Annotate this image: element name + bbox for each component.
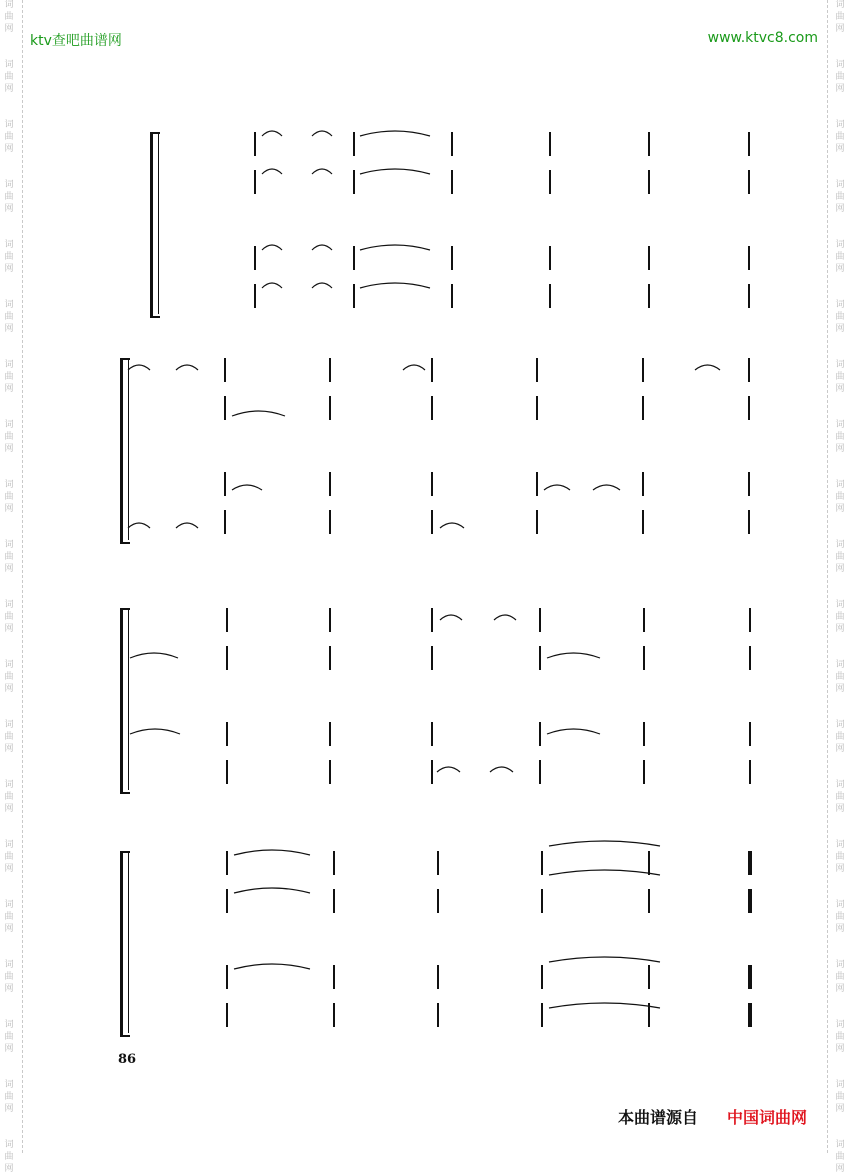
watermark-glyph: 词 xyxy=(4,300,14,310)
watermark-glyph: 词 xyxy=(835,120,845,130)
watermark-glyph: 曲 xyxy=(4,492,14,502)
watermark-glyph: 网 xyxy=(4,144,14,154)
watermark-glyph: 网 xyxy=(4,504,14,514)
watermark-glyph: 词 xyxy=(835,780,845,790)
watermark-glyph: 曲 xyxy=(4,372,14,382)
watermark-glyph: 网 xyxy=(835,1164,845,1174)
watermark-glyph: 词 xyxy=(4,1080,14,1090)
slur xyxy=(549,957,660,962)
slur xyxy=(234,964,310,969)
watermark-glyph: 曲 xyxy=(835,12,845,22)
watermark-glyph: 曲 xyxy=(4,852,14,862)
watermark-glyph: 网 xyxy=(835,924,845,934)
watermark-glyph: 词 xyxy=(4,60,14,70)
watermark-glyph: 词 xyxy=(835,1020,845,1030)
slur xyxy=(176,365,198,370)
watermark-glyph: 词 xyxy=(835,300,845,310)
slur xyxy=(437,767,460,772)
watermark-glyph: 词 xyxy=(835,960,845,970)
watermark-glyph: 网 xyxy=(4,684,14,694)
watermark-glyph: 曲 xyxy=(835,132,845,142)
watermark-glyph: 曲 xyxy=(835,672,845,682)
watermark-glyph: 曲 xyxy=(4,312,14,322)
watermark-glyph: 词 xyxy=(4,960,14,970)
watermark-glyph: 曲 xyxy=(4,1032,14,1042)
slur xyxy=(360,283,430,288)
slur xyxy=(176,523,198,528)
slur xyxy=(494,615,516,620)
watermark-glyph: 网 xyxy=(4,804,14,814)
watermark-glyph: 曲 xyxy=(835,1152,845,1162)
watermark-glyph: 网 xyxy=(4,744,14,754)
watermark-glyph: 词 xyxy=(4,840,14,850)
watermark-glyph: 曲 xyxy=(4,912,14,922)
watermark-glyph: 网 xyxy=(835,24,845,34)
watermark-glyph: 网 xyxy=(835,864,845,874)
slur xyxy=(232,485,262,490)
slur xyxy=(440,615,462,620)
watermark-glyph: 曲 xyxy=(835,432,845,442)
slur xyxy=(262,169,282,174)
watermark-glyph: 曲 xyxy=(4,72,14,82)
watermark-glyph: 网 xyxy=(4,24,14,34)
watermark-glyph: 词 xyxy=(4,600,14,610)
watermark-glyph: 词 xyxy=(4,540,14,550)
watermark-glyph: 曲 xyxy=(835,552,845,562)
slur xyxy=(440,523,464,528)
slur xyxy=(593,485,620,490)
slur xyxy=(312,169,332,174)
watermark-glyph: 曲 xyxy=(835,612,845,622)
watermark-glyph: 词 xyxy=(835,1080,845,1090)
slur xyxy=(312,245,332,250)
watermark-glyph: 词 xyxy=(835,240,845,250)
slur xyxy=(232,411,285,416)
watermark-glyph: 曲 xyxy=(835,252,845,262)
watermark-glyph: 词 xyxy=(4,900,14,910)
watermark-glyph: 网 xyxy=(835,1044,845,1054)
watermark-glyph: 词 xyxy=(835,900,845,910)
watermark-glyph: 曲 xyxy=(835,72,845,82)
watermark-glyph: 曲 xyxy=(4,732,14,742)
watermark-glyph: 词 xyxy=(4,480,14,490)
slur xyxy=(360,245,430,250)
watermark-glyph: 网 xyxy=(835,804,845,814)
slur xyxy=(695,365,720,370)
watermark-glyph: 网 xyxy=(835,624,845,634)
watermark-glyph: 网 xyxy=(4,984,14,994)
slur xyxy=(403,365,425,370)
slur xyxy=(130,729,180,734)
watermark-glyph: 词 xyxy=(835,480,845,490)
watermark-glyph: 网 xyxy=(835,84,845,94)
watermark-glyph: 网 xyxy=(4,444,14,454)
watermark-glyph: 词 xyxy=(835,0,845,10)
watermark-glyph: 网 xyxy=(4,564,14,574)
watermark-glyph: 网 xyxy=(4,1044,14,1054)
watermark-glyph: 曲 xyxy=(835,192,845,202)
watermark-glyph: 网 xyxy=(4,264,14,274)
watermark-glyph: 曲 xyxy=(4,1152,14,1162)
watermark-glyph: 曲 xyxy=(835,732,845,742)
watermark-glyph: 网 xyxy=(4,1104,14,1114)
watermark-glyph: 曲 xyxy=(4,552,14,562)
slur xyxy=(262,131,282,136)
watermark-glyph: 网 xyxy=(835,684,845,694)
watermark-glyph: 曲 xyxy=(4,132,14,142)
slur xyxy=(360,131,430,136)
watermark-glyph: 词 xyxy=(835,1140,845,1150)
watermark-glyph: 曲 xyxy=(4,192,14,202)
watermark-glyph: 曲 xyxy=(835,912,845,922)
watermark-glyph: 网 xyxy=(835,384,845,394)
slur xyxy=(549,870,660,875)
watermark-glyph: 网 xyxy=(835,324,845,334)
slur xyxy=(128,523,150,528)
watermark-glyph: 曲 xyxy=(835,972,845,982)
watermark-glyph: 网 xyxy=(4,924,14,934)
watermark-glyph: 词 xyxy=(4,660,14,670)
slur xyxy=(312,131,332,136)
watermark-glyph: 网 xyxy=(835,204,845,214)
watermark-glyph: 词 xyxy=(4,1020,14,1030)
watermark-glyph: 网 xyxy=(4,384,14,394)
watermark-glyph: 词 xyxy=(4,720,14,730)
watermark-glyph: 词 xyxy=(4,120,14,130)
watermark-glyph: 词 xyxy=(835,840,845,850)
watermark-glyph: 网 xyxy=(835,564,845,574)
watermark-glyph: 网 xyxy=(835,984,845,994)
watermark-glyph: 曲 xyxy=(835,1092,845,1102)
watermark-glyph: 网 xyxy=(4,324,14,334)
slur xyxy=(130,653,178,658)
slur xyxy=(128,365,150,370)
slur xyxy=(234,850,310,855)
watermark-glyph: 词 xyxy=(4,1140,14,1150)
watermark-glyph: 网 xyxy=(4,624,14,634)
watermark-glyph: 词 xyxy=(835,660,845,670)
watermark-glyph: 网 xyxy=(835,1104,845,1114)
slur xyxy=(544,485,570,490)
slur xyxy=(262,245,282,250)
header-site-name[interactable]: ktv查吧曲谱网 xyxy=(30,33,122,49)
header-site-url[interactable]: www.ktvc8.com xyxy=(707,30,818,46)
watermark-glyph: 曲 xyxy=(835,312,845,322)
watermark-glyph: 词 xyxy=(835,720,845,730)
watermark-glyph: 词 xyxy=(4,360,14,370)
watermark-glyph: 词 xyxy=(4,420,14,430)
slur xyxy=(234,888,310,893)
watermark-glyph: 网 xyxy=(835,264,845,274)
watermark-glyph: 词 xyxy=(835,60,845,70)
watermark-glyph: 网 xyxy=(835,144,845,154)
footer-source-label: 本曲谱源自 xyxy=(618,1108,699,1127)
watermark-glyph: 网 xyxy=(4,84,14,94)
watermark-glyph: 曲 xyxy=(835,792,845,802)
slur xyxy=(312,283,332,288)
watermark-glyph: 曲 xyxy=(4,672,14,682)
watermark-glyph: 网 xyxy=(4,1164,14,1174)
watermark-glyph: 词 xyxy=(835,360,845,370)
slur xyxy=(360,169,430,174)
watermark-glyph: 词 xyxy=(835,540,845,550)
watermark-glyph: 词 xyxy=(835,600,845,610)
watermark-glyph: 词 xyxy=(4,240,14,250)
slur xyxy=(490,767,513,772)
slur xyxy=(549,841,660,846)
page-number: 86 xyxy=(118,1052,137,1067)
watermark-glyph: 曲 xyxy=(4,792,14,802)
footer-site-link[interactable]: 中国词曲网 xyxy=(727,1108,808,1127)
watermark-glyph: 曲 xyxy=(4,612,14,622)
watermark-glyph: 词 xyxy=(4,180,14,190)
watermark-glyph: 词 xyxy=(835,180,845,190)
watermark-glyph: 曲 xyxy=(835,372,845,382)
slur xyxy=(547,653,600,658)
watermark-glyph: 曲 xyxy=(4,972,14,982)
watermark-glyph: 网 xyxy=(4,204,14,214)
watermark-glyph: 词 xyxy=(4,0,14,10)
watermark-glyph: 曲 xyxy=(4,12,14,22)
watermark-glyph: 词 xyxy=(4,780,14,790)
watermark-glyph: 曲 xyxy=(835,852,845,862)
watermark-glyph: 曲 xyxy=(4,252,14,262)
slur xyxy=(549,1003,660,1008)
watermark-glyph: 网 xyxy=(835,444,845,454)
watermark-glyph: 网 xyxy=(835,504,845,514)
watermark-glyph: 曲 xyxy=(835,492,845,502)
watermark-glyph: 网 xyxy=(4,864,14,874)
watermark-glyph: 网 xyxy=(835,744,845,754)
watermark-glyph: 曲 xyxy=(4,1092,14,1102)
watermark-glyph: 曲 xyxy=(4,432,14,442)
watermark-glyph: 曲 xyxy=(835,1032,845,1042)
slur xyxy=(547,729,600,734)
watermark-glyph: 词 xyxy=(835,420,845,430)
slur xyxy=(262,283,282,288)
